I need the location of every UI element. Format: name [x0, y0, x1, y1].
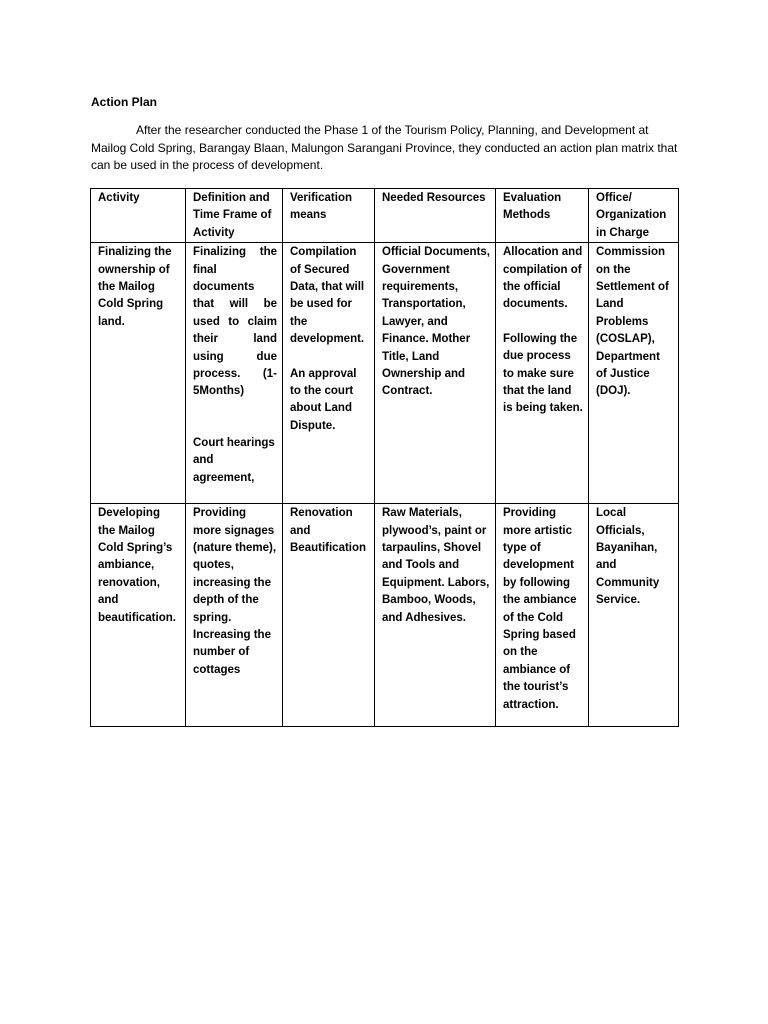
cell-office: Local Officials, Bayanihan, and Community Service.: [589, 504, 679, 727]
verification-note: An approval to the court about Land Dispute.: [290, 367, 357, 432]
page-title: Action Plan: [91, 95, 158, 109]
definition-note: Court hearings and agreement,: [193, 436, 275, 484]
cell-activity: Developing the Mailog Cold Spring’s ambiance, renovation, and beautification.: [91, 504, 186, 727]
table-header-row: [91, 189, 679, 243]
cell-resources: Official Documents, Government requirements, Transportation, Lawyer, and Finance. Mother Title, Land Ownership and Contract.: [375, 243, 496, 504]
cell-verification: Renovation and Beautification: [283, 504, 375, 727]
evaluation-note: Following the due process to make sure that the land is being taken.: [503, 332, 583, 415]
definition-text: Finalizing the final documents that will be used to claim their land using due process. (1-5Months): [193, 246, 277, 398]
cell-verification: [283, 243, 375, 504]
header-verification: Verification means: [283, 189, 375, 243]
header-office: Office/ Organization in Charge: [589, 189, 679, 243]
cell-office: Commission on the Settlement of Land Problems (COSLAP), Department of Justice (DOJ).: [589, 243, 679, 504]
header-activity: Activity: [91, 189, 186, 243]
cell-activity: Finalizing the ownership of the Mailog Cold Spring land.: [91, 243, 186, 504]
header-resources: Needed Resources: [375, 189, 496, 243]
table-row: [91, 504, 679, 727]
header-evaluation: Evaluation Methods: [496, 189, 589, 243]
action-plan-table: [90, 188, 679, 727]
intro-paragraph: After the researcher conducted the Phase 1 of the Tourism Policy, Planning, and Development at Mailog Cold Spring, Barangay Blaan, Malungon Sarangani Province, they conducted an action plan matrix that can be used in the process of development.: [91, 123, 678, 172]
evaluation-text: Allocation and compilation of the official documents.: [503, 246, 583, 311]
cell-definition: Providing more signages (nature theme), quotes, increasing the depth of the spring. Increasing the number of cottages: [186, 504, 283, 727]
cell-definition: [186, 243, 283, 504]
header-definition: Definition and Time Frame of Activity: [186, 189, 283, 243]
cell-evaluation: [496, 243, 589, 504]
verification-text: Compilation of Secured Data, that will be used for the development.: [290, 246, 365, 346]
table-row: [91, 243, 679, 504]
cell-resources: Raw Materials, plywood’s, paint or tarpaulins, Shovel and Tools and Equipment. Labors, Bamboo, Woods, and Adhesives.: [375, 504, 496, 727]
cell-evaluation: Providing more artistic type of development by following the ambiance of the Cold Spring based on the ambiance of the tourist’s attraction.: [496, 504, 589, 727]
